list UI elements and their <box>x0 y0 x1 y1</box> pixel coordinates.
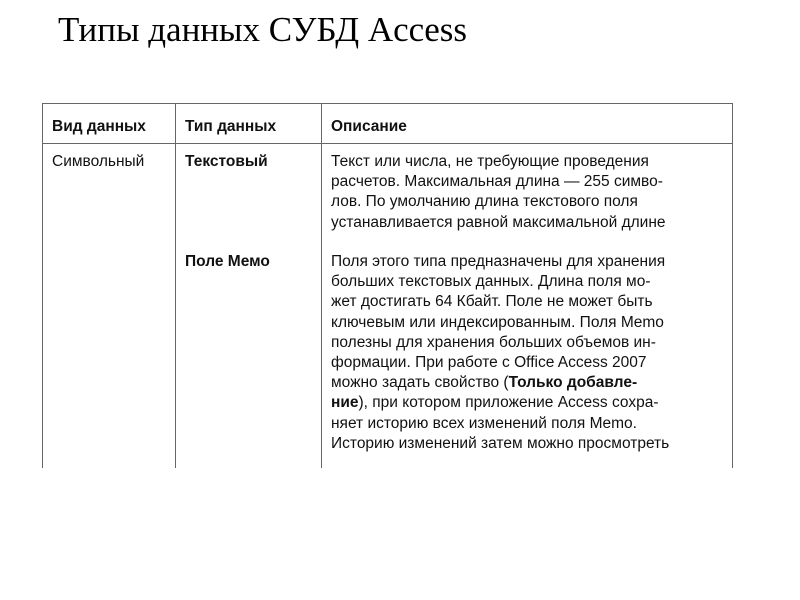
description-line: няет историю всех изменений поля Memo. <box>331 414 637 432</box>
description-line <box>331 393 729 413</box>
cell-type-text: Текстовый <box>185 153 268 170</box>
description-line: расчетов. Максимальная длина — 255 симво- <box>331 173 663 191</box>
description-text: ), при котором приложение Access сохра- <box>358 394 659 412</box>
table-column-divider <box>175 103 176 468</box>
table-column-divider <box>321 103 322 468</box>
description-text: можно задать свойство ( <box>331 374 509 392</box>
cell-kind: Символьный <box>52 153 145 170</box>
description-line <box>331 373 729 393</box>
table-header-border <box>42 143 733 144</box>
header-description: Описание <box>331 118 407 135</box>
header-kind: Вид данных <box>52 118 146 135</box>
description-line: полезны для хранения больших объемов ин- <box>331 333 656 351</box>
table-top-border <box>42 103 733 104</box>
table-right-border <box>732 103 733 468</box>
cell-description-text <box>331 152 729 233</box>
property-name-bold: ние <box>331 394 359 412</box>
description-line: больших текстовых данных. Длина поля мо- <box>331 273 651 291</box>
header-type: Тип данных <box>185 118 277 135</box>
description-line: Историю изменений затем можно просмотреть <box>331 434 670 452</box>
description-line: лов. По умолчанию длина текстового поля <box>331 193 638 211</box>
description-line: Поля этого типа предназначены для хранения <box>331 253 666 270</box>
data-types-table <box>42 103 733 468</box>
description-line: жет достигать 64 Кбайт. Поле не может быть <box>331 293 653 311</box>
description-line: формации. При работе с Office Access 2007 <box>331 354 647 372</box>
description-line: устанавливается равной максимальной длине <box>331 213 666 231</box>
description-line: Текст или числа, не требующие проведения <box>331 153 649 170</box>
table-left-border <box>42 103 43 468</box>
cell-type-memo: Поле Мемо <box>185 253 270 270</box>
cell-description-memo <box>331 252 729 454</box>
property-name-bold: Только добавле- <box>508 374 638 392</box>
page-title: Типы данных СУБД Access <box>58 10 467 49</box>
description-line: ключевым или индексированным. Поля Memo <box>331 313 664 331</box>
